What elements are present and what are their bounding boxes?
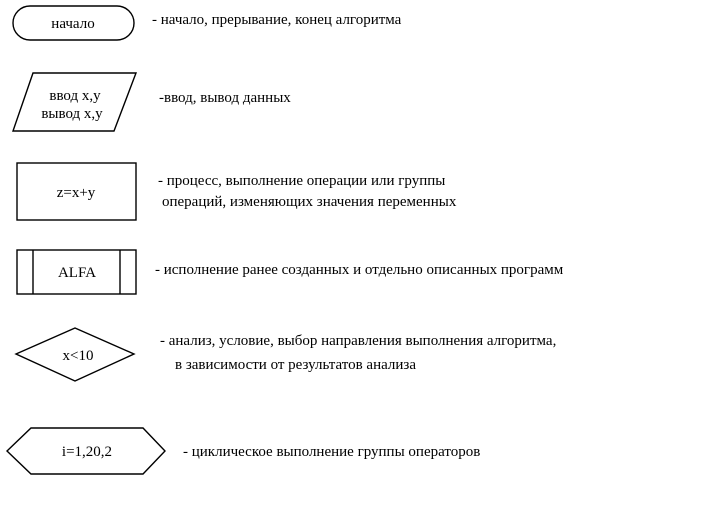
terminator-description: - начало, прерывание, конец алгоритма xyxy=(152,12,402,28)
decision-description-line2: в зависимости от результатов анализа xyxy=(175,357,416,373)
io-label-line1: ввод x,y xyxy=(49,88,101,104)
predefined-process-description: - исполнение ранее созданных и отдельно описанных программ xyxy=(155,262,564,278)
io-description: -ввод, вывод данных xyxy=(159,90,291,106)
loop-description: - циклическое выполнение группы операторов xyxy=(183,444,481,460)
decision-label: x<10 xyxy=(62,348,94,364)
process-description-line2: операций, изменяющих значения переменных xyxy=(162,194,457,210)
predefined-process-label: ALFA xyxy=(57,265,97,281)
process-description-line1: - процесс, выполнение операции или группы xyxy=(158,173,446,189)
terminator-label: начало xyxy=(51,16,95,32)
io-label-line2: вывод x,y xyxy=(41,106,103,122)
loop-label: i=1,20,2 xyxy=(61,444,113,460)
decision-description-line1: - анализ, условие, выбор направления выполнения алгоритма, xyxy=(160,333,557,349)
process-label: z=x+y xyxy=(56,185,96,201)
